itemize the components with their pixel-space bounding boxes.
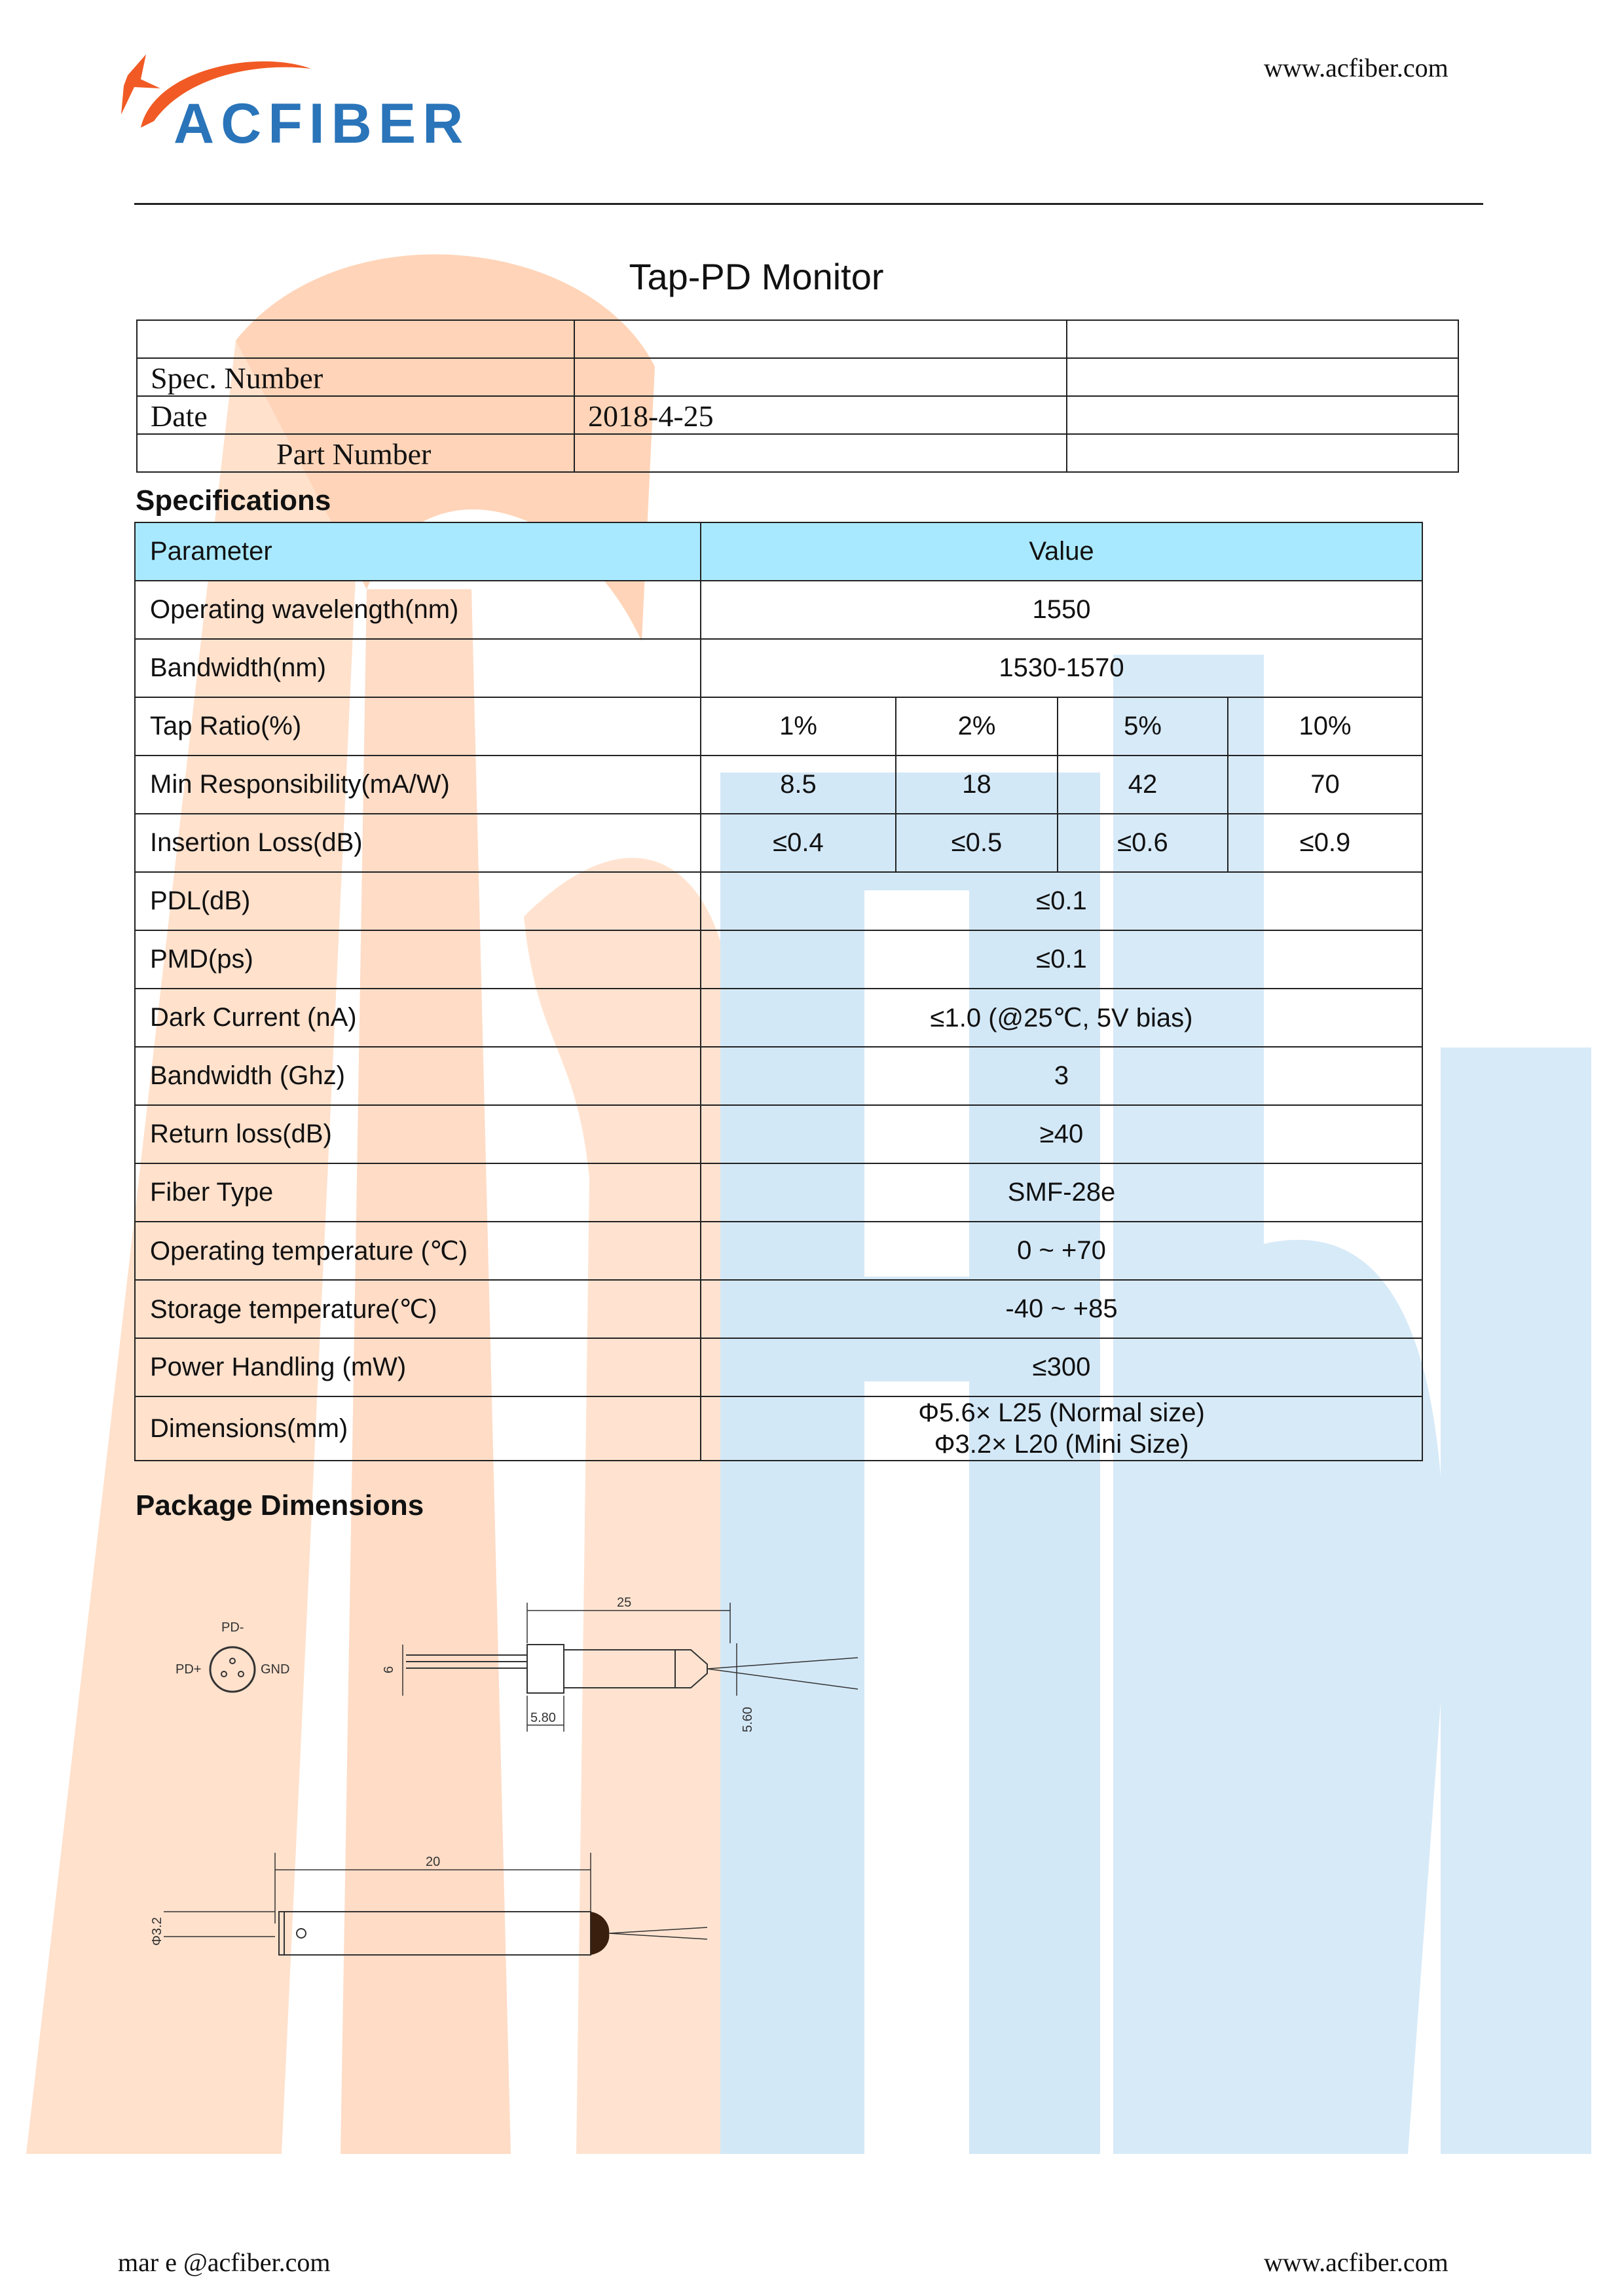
parameter-column-header: Parameter (135, 522, 701, 581)
spec-parameter: Insertion Loss(dB) (135, 814, 701, 872)
spec-value: 18 (896, 756, 1058, 814)
spec-value: 5% (1058, 697, 1228, 756)
spec-value: ≤0.1 (701, 872, 1422, 930)
spec-row (135, 581, 1422, 639)
spec-value: ≤0.6 (1058, 814, 1228, 872)
mini-length-label: 20 (426, 1855, 441, 1869)
spec-row (135, 872, 1422, 930)
spec-value: 1% (701, 697, 896, 756)
info-label-part-number: Part Number (137, 434, 574, 472)
mini-diameter-label: Φ3.2 (150, 1917, 164, 1946)
spec-value: ≤0.1 (701, 930, 1422, 989)
info-row (137, 320, 1458, 358)
pin-label-pd-plus: PD+ (175, 1662, 202, 1677)
spec-parameter: Dark Current (nA) (135, 989, 701, 1047)
spec-parameter: PMD(ps) (135, 930, 701, 989)
spec-row (135, 989, 1422, 1047)
spec-parameter: Bandwidth(nm) (135, 639, 701, 697)
dimension-length-label: 25 (617, 1597, 632, 1610)
dimension-segment-label: 5.80 (530, 1711, 556, 1725)
spec-value: 8.5 (701, 756, 896, 814)
info-label-date: Date (137, 396, 574, 434)
dimension-mini-size: Φ3.2× L20 (Mini Size) (934, 1430, 1189, 1459)
spec-parameter: Dimensions(mm) (135, 1396, 701, 1461)
mini-package-drawing (144, 1846, 733, 1977)
spec-parameter: Return loss(dB) (135, 1105, 701, 1163)
spec-value: ≤0.9 (1228, 814, 1422, 872)
specifications-table (134, 522, 1423, 1461)
spec-row (135, 756, 1422, 814)
pin-label-pd-minus: PD- (221, 1620, 244, 1635)
spec-value: 1550 (701, 581, 1422, 639)
info-extra (1067, 320, 1458, 358)
spec-row (135, 1222, 1422, 1280)
info-extra (1067, 396, 1458, 434)
info-extra (1067, 358, 1458, 396)
info-label-spec-number: Spec. Number (137, 358, 574, 396)
info-value (574, 434, 1067, 472)
info-extra (1067, 434, 1458, 472)
spec-row (135, 697, 1422, 756)
spec-row (135, 639, 1422, 697)
spec-parameter: Bandwidth (Ghz) (135, 1047, 701, 1105)
spec-value: 0 ~ +70 (701, 1222, 1422, 1280)
spec-value: -40 ~ +85 (701, 1280, 1422, 1338)
spec-parameter: PDL(dB) (135, 872, 701, 930)
dimension-normal-size: Φ5.6× L25 (Normal size) (918, 1398, 1205, 1427)
dimension-height-label: 6 (382, 1666, 396, 1673)
footer-website-link[interactable]: www.acfiber.com (1264, 2248, 1449, 2277)
info-label (137, 320, 574, 358)
info-value (574, 358, 1067, 396)
spec-parameter: Fiber Type (135, 1163, 701, 1222)
spec-parameter: Tap Ratio(%) (135, 697, 701, 756)
header-website-link[interactable]: www.acfiber.com (1264, 53, 1449, 82)
spec-value: ≤300 (701, 1338, 1422, 1396)
logo-wordmark: ACFIBER (174, 92, 470, 155)
info-value-date: 2018-4-25 (574, 396, 1067, 434)
spec-value: 10% (1228, 697, 1422, 756)
value-column-header: Value (701, 522, 1422, 581)
spec-row (135, 1047, 1422, 1105)
specifications-heading: Specifications (136, 484, 331, 517)
spec-value: 3 (701, 1047, 1422, 1105)
dimension-diameter-label: 5.60 (741, 1707, 755, 1732)
spec-value-multiline (701, 1396, 1422, 1461)
package-dimensions-heading: Package Dimensions (136, 1489, 424, 1522)
document-info-table (136, 319, 1459, 473)
spec-parameter: Power Handling (mW) (135, 1338, 701, 1396)
pin-circle (210, 1647, 255, 1692)
spec-row (135, 1105, 1422, 1163)
info-row (137, 396, 1458, 434)
spec-value: 1530-1570 (701, 639, 1422, 697)
spec-value: ≤0.5 (896, 814, 1058, 872)
normal-package-drawing (164, 1597, 884, 1755)
spec-row (135, 814, 1422, 872)
spec-parameter: Operating wavelength(nm) (135, 581, 701, 639)
footer-email[interactable]: mar e @acfiber.com (118, 2248, 331, 2277)
spec-row (135, 1338, 1422, 1396)
spec-value: ≥40 (701, 1105, 1422, 1163)
spec-row (135, 930, 1422, 989)
spec-parameter: Storage temperature(℃) (135, 1280, 701, 1338)
spec-value: ≤1.0 (@25℃, 5V bias) (701, 989, 1422, 1047)
info-row (137, 358, 1458, 396)
spec-row (135, 1396, 1422, 1461)
spec-value: 70 (1228, 756, 1422, 814)
spec-header-row (135, 522, 1422, 581)
spec-row (135, 1163, 1422, 1222)
spec-value: SMF-28e (701, 1163, 1422, 1222)
spec-row (135, 1280, 1422, 1338)
info-row (137, 434, 1458, 472)
spec-value: 42 (1058, 756, 1228, 814)
header-divider (134, 203, 1483, 205)
spec-parameter: Min Responsibility(mA/W) (135, 756, 701, 814)
spec-parameter: Operating temperature (℃) (135, 1222, 701, 1280)
info-value (574, 320, 1067, 358)
document-title: Tap-PD Monitor (629, 256, 884, 297)
pin-label-gnd: GND (261, 1662, 290, 1677)
spec-value: ≤0.4 (701, 814, 896, 872)
spec-value: 2% (896, 697, 1058, 756)
